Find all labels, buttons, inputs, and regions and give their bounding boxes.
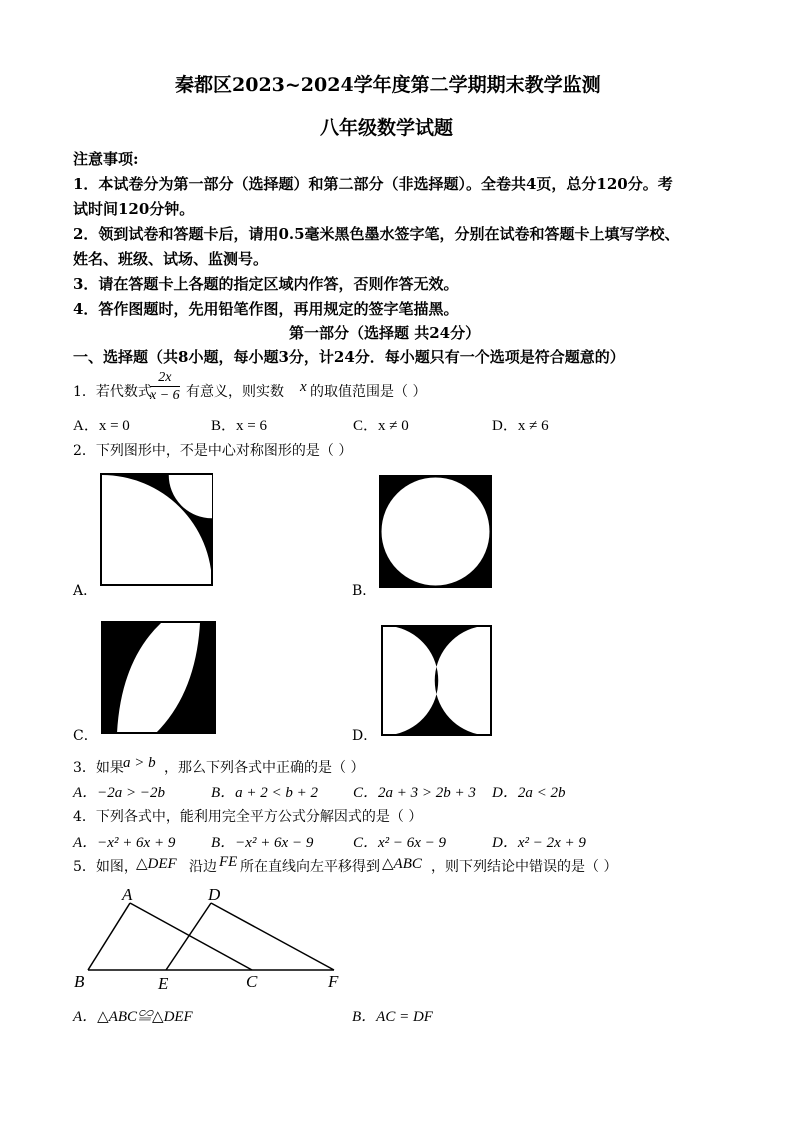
note-4: 4．答作图题时，先用铅笔作图，再用规定的签字笔描黑。 <box>73 300 459 318</box>
q5-triangle-def: △DEF <box>136 856 177 872</box>
q5-option-b: B．AC = DF <box>352 1009 433 1025</box>
q1-option-c: C．x ≠ 0 <box>353 418 409 434</box>
q1-option-a: A．x = 0 <box>73 418 130 434</box>
q2-figure-d <box>381 625 492 736</box>
q5-point-b: B <box>74 972 85 991</box>
q2-label-c: C． <box>73 728 98 744</box>
q1-fraction <box>150 369 180 405</box>
q5-triangle-abc: △ABC <box>382 856 422 872</box>
q2-figure-c <box>101 621 216 734</box>
part1-heading: 第一部分（选择题 共24分） <box>289 324 481 342</box>
q4-option-a: A．−x² + 6x + 9 <box>73 835 176 851</box>
note-1-line2: 试时间120分钟。 <box>73 200 195 218</box>
q1-suffix: 有意义，则实数 <box>186 384 284 400</box>
q2-label-d: D． <box>352 728 378 744</box>
q4-option-c: C．x² − 6x − 9 <box>353 835 447 851</box>
q5-point-a: A <box>122 885 133 904</box>
q1-fraction-numerator: 2x <box>150 369 180 387</box>
q2-label-b: B． <box>352 583 377 599</box>
exam-title: 秦都区2023~2024学年度第二学期期末教学监测 <box>175 74 601 96</box>
q3-option-b: B．a + 2 < b + 2 <box>211 785 319 801</box>
q1-variable: x <box>300 379 307 395</box>
q3-stem-math: a > b <box>123 755 156 771</box>
q5-edge: FE <box>219 854 238 870</box>
q3-option-d: D．2a < 2b <box>492 785 566 801</box>
q1-fraction-denominator: x − 6 <box>150 388 180 403</box>
q4-option-d: D．x² − 2x + 9 <box>492 835 586 851</box>
q4-stem: 4．下列各式中，能利用完全平方公式分解因式的是（ ） <box>73 809 423 825</box>
q2-figure-a <box>100 473 213 586</box>
q5-figure <box>70 882 360 994</box>
note-2-line2: 姓名、班级、试场、监测号。 <box>73 250 269 268</box>
q5-stem-mid1: 沿边 <box>189 859 217 875</box>
q2-figure-b <box>379 475 492 588</box>
q2-stem: 2．下列图形中，不是中心对称图形的是（ ） <box>73 443 353 459</box>
q5-stem-prefix: 5．如图， <box>73 859 138 875</box>
q5-stem-suffix: ，则下列结论中错误的是（ ） <box>431 859 618 875</box>
q2-label-a: A． <box>73 583 98 599</box>
q5-point-d: D <box>208 885 221 904</box>
q5-stem-mid2: 所在直线向左平移得到 <box>240 859 380 875</box>
q5-point-f: F <box>328 972 339 991</box>
q5-option-a: A．△ABC≌△DEF <box>73 1009 193 1025</box>
note-3: 3．请在答题卡上各题的指定区域内作答，否则作答无效。 <box>73 275 459 293</box>
q1-prefix: 1．若代数式 <box>73 384 152 400</box>
notes-heading: 注意事项: <box>73 150 139 168</box>
note-1-line1: 1．本试卷分为第一部分（选择题）和第二部分（非选择题）。全卷共4页，总分120分。考 <box>73 175 673 193</box>
note-2-line1: 2．领到试卷和答题卡后，请用0.5毫米黑色墨水签字笔，分别在试卷和答题卡上填写学校、 <box>73 225 680 243</box>
q4-option-b: B．−x² + 6x − 9 <box>211 835 314 851</box>
q5-point-e: E <box>158 974 169 993</box>
exam-subtitle: 八年级数学试题 <box>320 117 454 139</box>
q1-option-b: B．x = 6 <box>211 418 267 434</box>
q3-option-c: C．2a + 3 > 2b + 3 <box>353 785 476 801</box>
q3-option-a: A．−2a > −2b <box>73 785 166 801</box>
q3-stem-prefix: 3．如果 <box>73 760 124 776</box>
q3-stem-suffix: ，那么下列各式中正确的是（ ） <box>164 760 365 776</box>
q1-suffix2: 的取值范围是（ ） <box>310 384 427 400</box>
q1-option-d: D．x ≠ 6 <box>492 418 549 434</box>
section-heading: 一、选择题（共8小题，每小题3分，计24分．每小题只有一个选项是符合题意的） <box>73 348 625 366</box>
q5-point-c: C <box>246 972 258 991</box>
